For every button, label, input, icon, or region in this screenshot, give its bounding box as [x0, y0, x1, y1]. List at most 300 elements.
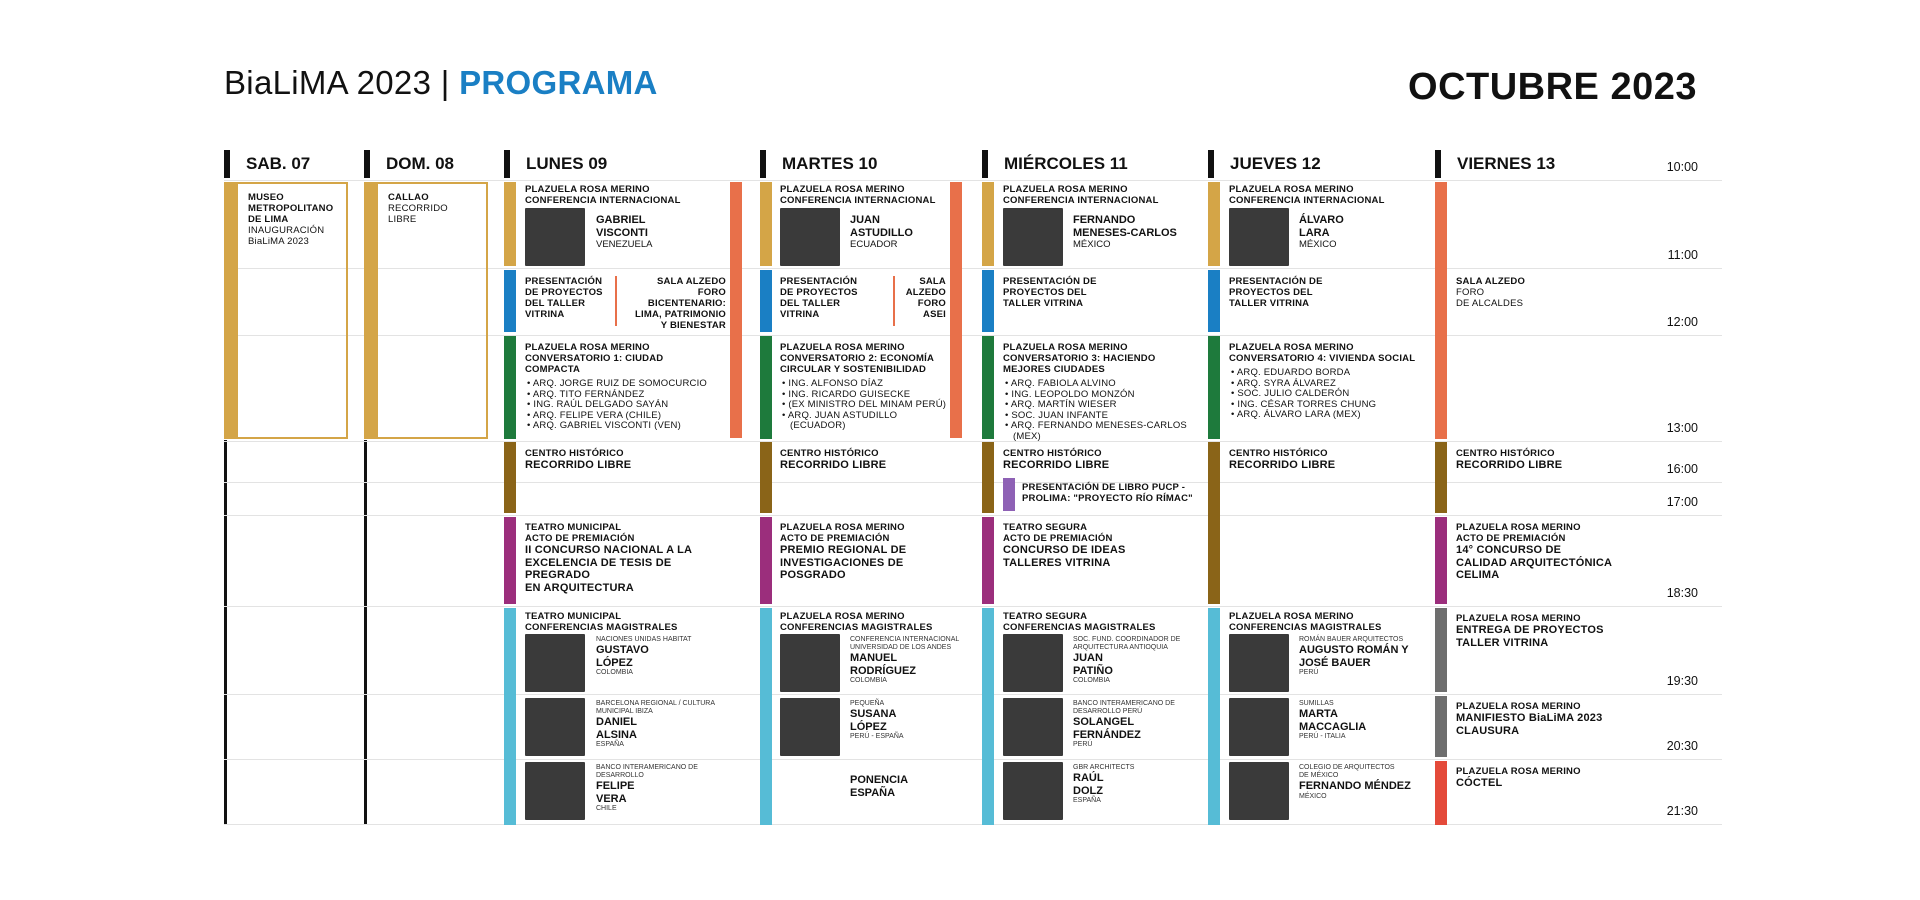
speaker-info	[596, 700, 715, 749]
speaker-photo	[1003, 208, 1063, 266]
speaker-org: UNIVERSIDAD DE LOS ANDES	[850, 644, 952, 651]
speaker-info	[1073, 214, 1177, 250]
time-label: 19:30	[1666, 674, 1698, 688]
event-line: CALIDAD ARQUITECTÓNICA	[1456, 556, 1613, 569]
event-line: DE ALCALDES	[1456, 298, 1524, 309]
speaker-info	[596, 636, 691, 677]
event-line: BiaLiMA 2023	[248, 236, 310, 247]
event-place: PLAZUELA ROSA MERINO	[1003, 184, 1128, 195]
event-place: CENTRO HISTÓRICO	[1003, 448, 1102, 459]
event-place: PLAZUELA ROSA MERINO	[780, 342, 905, 353]
speaker-country: MÉXICO	[1299, 239, 1337, 250]
speaker-photo	[780, 208, 840, 266]
event-centro-historico-viernes[interactable]	[1456, 448, 1562, 472]
event-bar-blue	[1208, 270, 1220, 332]
speaker-name: FERNANDO MÉNDEZ	[1299, 780, 1411, 792]
event-line: METROPOLITANO	[248, 203, 334, 214]
event-centro-historico-martes[interactable]	[780, 448, 886, 472]
event-line: CLAUSURA	[1456, 724, 1520, 737]
event-line: TALLER VITRINA	[1229, 298, 1310, 309]
event-presentacion-martes[interactable]	[780, 276, 880, 320]
speaker-info	[1299, 636, 1409, 677]
event-place: TEATRO MUNICIPAL	[525, 611, 622, 622]
column-rail	[224, 440, 227, 825]
row-divider	[224, 180, 1722, 181]
speaker-photo	[525, 634, 585, 692]
event-bar-orange	[1435, 182, 1447, 439]
event-title: ACTO DE PREMIACIÓN	[1456, 533, 1566, 544]
speaker-country: VENEZUELA	[596, 239, 653, 250]
speaker-info	[1299, 700, 1366, 741]
speaker-photo	[780, 698, 840, 756]
speaker-info	[1073, 700, 1175, 749]
event-line: TALLER VITRINA	[1456, 636, 1549, 649]
speaker-country: MÉXICO	[1073, 239, 1111, 250]
event-title: RECORRIDO LIBRE	[525, 459, 632, 471]
event-line: TALLER VITRINA	[1003, 298, 1084, 309]
speaker-country: ESPAÑA	[1073, 797, 1101, 804]
event-centro-historico-lunes[interactable]	[525, 448, 631, 472]
speaker-org: DESARROLLO	[596, 772, 644, 779]
speaker-org: CONFERENCIA INTERNACIONAL	[850, 636, 960, 643]
event-conferencias-lunes[interactable]	[525, 611, 678, 633]
divider	[615, 276, 617, 326]
day-header-miercoles: MIÉRCOLES 11	[982, 150, 1182, 178]
speaker-country: ESPAÑA	[596, 741, 624, 748]
event-coctel[interactable]	[1456, 766, 1581, 790]
speaker-info	[596, 214, 653, 250]
row-divider	[224, 694, 1722, 695]
speaker-info	[850, 214, 913, 250]
event-line: ASEI	[923, 309, 946, 320]
event-place: TEATRO SEGURA	[1003, 522, 1088, 533]
participant: • ARQ. ÁLVARO LARA (MEX)	[1239, 410, 1429, 421]
event-line: PRESENTACIÓN DE	[1229, 276, 1323, 287]
event-conversatorio-3[interactable]	[1003, 342, 1213, 442]
speaker-name: JUAN	[1073, 652, 1103, 664]
speaker-photo	[1229, 634, 1289, 692]
event-place: CENTRO HISTÓRICO	[780, 448, 879, 459]
speaker-country: MÉXICO	[1299, 792, 1327, 800]
event-bar-lightblue	[982, 608, 994, 825]
event-place: PLAZUELA ROSA MERINO	[780, 522, 905, 533]
event-bar-brown	[982, 442, 994, 513]
event-bar-lightblue	[1208, 608, 1220, 825]
time-label: 13:00	[1666, 421, 1698, 435]
event-conferencias-martes[interactable]	[780, 611, 933, 633]
speaker-org: NACIONES UNIDAS HABITAT	[596, 636, 692, 643]
event-place: SALA ALZEDO	[1456, 276, 1526, 287]
speaker-name: DANIEL	[596, 716, 637, 728]
speaker-name: JUAN	[850, 214, 880, 226]
event-line: VITRINA	[780, 309, 820, 320]
speaker-name: LÓPEZ	[596, 656, 633, 669]
event-presentacion-libro[interactable]	[1022, 482, 1212, 504]
speaker-name: SOLANGEL	[1073, 716, 1135, 728]
event-place: TEATRO SEGURA	[1003, 611, 1088, 622]
speaker-name: GUSTAVO	[596, 644, 649, 656]
speaker-name: VISCONTI	[596, 226, 648, 239]
event-sala-alzedo-martes[interactable]	[898, 276, 946, 320]
participant: • ARQ. MARTÍN WIESER	[1013, 400, 1213, 411]
speaker-name: LARA	[1299, 226, 1330, 239]
event-line: TALLERES VITRINA	[1003, 556, 1111, 569]
month-title: OCTUBRE 2023	[1408, 66, 1697, 108]
day-header-jueves: JUEVES 12	[1208, 150, 1408, 178]
event-title: RECORRIDO LIBRE	[780, 459, 887, 471]
participant: • ING. CÉSAR TORRES CHUNG	[1239, 400, 1429, 411]
event-line: CÓCTEL	[1456, 777, 1503, 789]
event-place: PLAZUELA ROSA MERINO	[1229, 342, 1354, 353]
event-line: DE LIMA	[248, 214, 289, 225]
speaker-photo	[525, 698, 585, 756]
event-place: PLAZUELA ROSA MERINO	[1456, 522, 1581, 533]
event-bar-brown	[760, 442, 772, 513]
event-bar-gray	[1435, 608, 1447, 692]
event-bar-blue	[982, 270, 994, 332]
speaker-country: COLOMBIA	[596, 669, 633, 676]
participant-list	[780, 379, 950, 432]
event-title: CONFERENCIA INTERNACIONAL	[1229, 195, 1385, 206]
speaker-country: ECUADOR	[850, 239, 898, 250]
speaker-info	[1073, 636, 1180, 685]
event-title: CONVERSATORIO 2: ECONOMÍA	[780, 353, 935, 364]
participant: • ARQ. FERNANDO MENESES-CARLOS (MEX)	[1013, 421, 1213, 442]
speaker-org: BANCO INTERAMERICANO DE	[1073, 700, 1175, 707]
event-place: PLAZUELA ROSA MERINO	[1229, 611, 1354, 622]
speaker-info	[596, 764, 698, 813]
event-title: CONFERENCIA INTERNACIONAL	[780, 195, 936, 206]
participant-list	[525, 379, 735, 432]
event-line: SALA	[919, 276, 946, 287]
event-place: PLAZUELA ROSA MERINO	[1229, 184, 1354, 195]
event-title: RECORRIDO LIBRE	[1229, 459, 1336, 471]
event-line: LIBRE	[388, 214, 417, 225]
row-divider	[224, 759, 1722, 760]
event-bar-purple	[760, 517, 772, 604]
event-conferencia-miercoles[interactable]	[1003, 184, 1203, 206]
speaker-name: RODRÍGUEZ	[850, 664, 916, 677]
event-line: FORO	[917, 298, 946, 309]
time-label: 17:00	[1666, 495, 1698, 509]
speaker-name: ÁLVARO	[1299, 214, 1344, 226]
event-line: DE PROYECTOS	[780, 287, 858, 298]
event-place: PLAZUELA ROSA MERINO	[1456, 613, 1581, 624]
time-label: 12:00	[1666, 315, 1698, 329]
speaker-country: PERÚ - ESPAÑA	[850, 733, 904, 740]
event-line: INVESTIGACIONES DE	[780, 556, 904, 569]
event-line: MANIFIESTO BiaLiMA 2023	[1456, 712, 1603, 724]
speaker-org: DE MÉXICO	[1299, 772, 1339, 779]
time-label: 16:00	[1666, 462, 1698, 476]
event-line: DE PROYECTOS	[525, 287, 603, 298]
column-rail	[364, 440, 367, 825]
event-title: CONFERENCIAS MAGISTRALES	[1229, 622, 1382, 633]
speaker-name: VERA	[596, 792, 627, 805]
event-bar-lightblue	[504, 608, 516, 825]
event-title: CONFERENCIAS MAGISTRALES	[780, 622, 933, 633]
divider	[893, 276, 895, 326]
speaker-org: ARQUITECTURA ANTIOQUIA	[1073, 644, 1168, 651]
event-centro-historico-jueves[interactable]	[1229, 448, 1335, 472]
time-label: 21:30	[1666, 804, 1698, 818]
event-place: CENTRO HISTÓRICO	[1456, 448, 1555, 459]
event-title: CONFERENCIA INTERNACIONAL	[525, 195, 681, 206]
event-line: MUSEO	[248, 192, 284, 203]
event-title: MEJORES CIUDADES	[1003, 364, 1105, 375]
event-ponencia	[850, 774, 908, 799]
event-line: 14° CONCURSO DE	[1456, 544, 1562, 556]
event-centro-historico-miercoles[interactable]	[1003, 448, 1109, 472]
event-line: BICENTENARIO:	[647, 298, 726, 309]
event-title: RECORRIDO LIBRE	[1003, 459, 1110, 471]
speaker-name: MANUEL	[850, 652, 898, 664]
participant: • ARQ. FELIPE VERA (CHILE)	[535, 411, 735, 422]
event-line: CELIMA	[1456, 569, 1500, 581]
event-card-callao[interactable]	[376, 182, 488, 439]
brand-name: BiaLiMA 2023 |	[224, 64, 460, 101]
event-line: CALLAO	[388, 192, 429, 203]
event-conversatorio-4[interactable]	[1229, 342, 1429, 421]
event-line: FORO	[1456, 287, 1485, 298]
event-line: PRESENTACIÓN DE	[1003, 276, 1097, 287]
speaker-name: AUGUSTO ROMÁN Y	[1299, 644, 1409, 656]
day-header-lunes: LUNES 09	[504, 150, 744, 178]
event-line: SALA ALZEDO	[656, 276, 726, 287]
speaker-country: COLOMBIA	[850, 677, 887, 684]
speaker-org: DESARROLLO PERÚ	[1073, 708, 1143, 715]
participant: • ARQ. TITO FERNÁNDEZ	[535, 390, 735, 401]
event-manifiesto[interactable]	[1456, 701, 1602, 737]
event-bar-green	[504, 336, 516, 439]
speaker-org: COLEGIO DE ARQUITECTOS	[1299, 764, 1395, 771]
speaker-org: BANCO INTERAMERICANO DE	[596, 764, 698, 771]
participant: • ING. LEOPOLDO MONZÓN	[1013, 390, 1213, 401]
event-line: EN ARQUITECTURA	[525, 581, 634, 594]
speaker-info	[850, 700, 904, 741]
event-line: DEL TALLER	[525, 298, 586, 309]
speaker-name: DOLZ	[1073, 784, 1103, 797]
event-premiacion-martes[interactable]	[780, 522, 950, 582]
time-label: 20:30	[1666, 739, 1698, 753]
event-conversatorio-1[interactable]	[525, 342, 735, 432]
event-bar-gold	[1208, 182, 1220, 266]
speaker-org: ROMÁN BAUER ARQUITECTOS	[1299, 636, 1404, 643]
event-line: CONCURSO DE IDEAS	[1003, 544, 1126, 556]
event-line: INAUGURACIÓN	[248, 225, 325, 236]
event-bar-purple	[982, 517, 994, 604]
row-divider	[224, 606, 1722, 607]
speaker-photo	[1003, 634, 1063, 692]
speaker-name: PATIÑO	[1073, 664, 1113, 677]
event-place: CENTRO HISTÓRICO	[525, 448, 624, 459]
event-bar-blue	[504, 270, 516, 332]
participant: • ARQ. JUAN ASTUDILLO (ECUADOR)	[790, 411, 950, 432]
event-premiacion-viernes[interactable]	[1456, 522, 1656, 582]
event-bar-green	[1208, 336, 1220, 439]
day-header-viernes: VIERNES 13	[1435, 150, 1635, 178]
event-presentacion-miercoles[interactable]	[1003, 276, 1097, 309]
section-name: PROGRAMA	[459, 64, 658, 101]
event-bar-gold	[760, 182, 772, 266]
event-conferencia-jueves[interactable]	[1229, 184, 1429, 206]
row-divider	[224, 824, 1722, 825]
event-line: DEL TALLER	[780, 298, 841, 309]
participant-list	[1003, 379, 1213, 442]
event-place: CENTRO HISTÓRICO	[1229, 448, 1328, 459]
event-line: EXCELENCIA DE TESIS DE PREGRADO	[525, 556, 672, 581]
speaker-photo	[1229, 208, 1289, 266]
event-title: RECORRIDO LIBRE	[1456, 459, 1563, 471]
event-line: PROLIMA: "PROYECTO RÍO RÍMAC"	[1022, 493, 1193, 504]
day-header-dom: DOM. 08	[364, 150, 494, 178]
speaker-name: JOSÉ BAUER	[1299, 656, 1371, 669]
event-title: CONVERSATORIO 4: VIVIENDA SOCIAL	[1229, 353, 1416, 364]
event-premiacion-lunes[interactable]	[525, 522, 735, 594]
event-title: CONFERENCIA INTERNACIONAL	[1003, 195, 1159, 206]
event-bar-purple	[1435, 517, 1447, 604]
event-line: PONENCIA	[850, 774, 909, 786]
day-header-sab: SAB. 07	[224, 150, 354, 178]
event-place: PLAZUELA ROSA MERINO	[1456, 766, 1581, 777]
speaker-org: GBR ARCHITECTS	[1073, 764, 1135, 771]
event-sala-alzedo-lunes[interactable]	[620, 276, 726, 331]
event-line: PREMIO REGIONAL DE	[780, 544, 907, 556]
speaker-name: FELIPE	[596, 780, 635, 792]
participant-list	[1229, 368, 1429, 421]
row-divider	[224, 515, 1722, 516]
speaker-name: FERNANDO	[1073, 214, 1136, 226]
speaker-country: PERÚ - ITALIA	[1299, 733, 1346, 740]
event-entrega-proyectos[interactable]	[1456, 613, 1604, 649]
speaker-country: PERÚ	[1073, 741, 1093, 748]
event-line: ALZEDO	[905, 287, 946, 298]
event-line: PROYECTOS DEL	[1229, 287, 1313, 298]
event-line: ENTREGA DE PROYECTOS	[1456, 624, 1604, 636]
event-line: PRESENTACIÓN	[780, 276, 858, 287]
speaker-name: FERNÁNDEZ	[1073, 728, 1141, 741]
speaker-name: MARTA	[1299, 708, 1338, 720]
event-bar-lightblue	[760, 608, 772, 825]
participant: • SOC. JULIO CALDERÓN	[1239, 389, 1429, 400]
speaker-photo	[1229, 698, 1289, 756]
participant: • ING. ALFONSO DÍAZ	[790, 379, 950, 390]
event-title: CONFERENCIAS MAGISTRALES	[1003, 622, 1156, 633]
participant: • ARQ. FABIOLA ALVINO	[1013, 379, 1213, 390]
speaker-name: LÓPEZ	[850, 720, 887, 733]
speaker-photo	[525, 762, 585, 820]
event-line: POSGRADO	[780, 569, 846, 581]
speaker-org: SOC. FUND. COORDINADOR DE	[1073, 636, 1181, 643]
participant: • ING. RAÚL DELGADO SAYÁN	[535, 400, 735, 411]
participant: • ARQ. SYRA ÁLVAREZ	[1239, 379, 1429, 390]
event-place: PLAZUELA ROSA MERINO	[1456, 701, 1581, 712]
event-title: ACTO DE PREMIACIÓN	[525, 533, 635, 544]
event-title: CONVERSATORIO 3: HACIENDO	[1003, 353, 1156, 364]
speaker-org: BARCELONA REGIONAL / CULTURA	[596, 700, 716, 707]
event-place: PLAZUELA ROSA MERINO	[780, 611, 905, 622]
speaker-photo	[1003, 762, 1063, 820]
speaker-name: SUSANA	[850, 708, 897, 720]
event-foro-alcaldes[interactable]	[1456, 276, 1525, 309]
event-line: LIMA, PATRIMONIO	[635, 309, 726, 320]
event-bar-brown	[504, 442, 516, 513]
event-line: RECORRIDO	[388, 203, 448, 214]
event-bar-orange	[950, 182, 962, 438]
day-header-martes: MARTES 10	[760, 150, 960, 178]
time-label: 10:00	[1666, 160, 1698, 174]
speaker-info	[1073, 764, 1134, 805]
speaker-name: RAÚL	[1073, 772, 1104, 784]
event-title: CIRCULAR Y SOSTENIBILIDAD	[780, 364, 927, 375]
event-bar-blue	[760, 270, 772, 332]
event-bar-gold	[504, 182, 516, 266]
row-divider	[224, 441, 1722, 442]
event-bar-gold	[982, 182, 994, 266]
event-presentacion-lunes[interactable]	[525, 276, 615, 320]
event-title: ACTO DE PREMIACIÓN	[780, 533, 890, 544]
event-bar-green	[760, 336, 772, 439]
event-line: Y BIENESTAR	[660, 320, 726, 331]
time-label: 11:00	[1667, 248, 1698, 262]
participant: • SOC. JUAN INFANTE	[1013, 411, 1213, 422]
event-bar-gray	[1435, 696, 1447, 757]
event-conferencias-miercoles[interactable]	[1003, 611, 1156, 633]
event-place: TEATRO MUNICIPAL	[525, 522, 622, 533]
speaker-country: COLOMBIA	[1073, 677, 1110, 684]
speaker-name: MENESES-CARLOS	[1073, 226, 1177, 239]
time-label: 18:30	[1666, 586, 1698, 600]
speaker-name: MACCAGLIA	[1299, 720, 1367, 733]
event-presentacion-jueves[interactable]	[1229, 276, 1323, 309]
event-line: ESPAÑA	[850, 786, 896, 799]
speaker-org: MUNICIPAL IBIZA	[596, 708, 653, 715]
participant: • ARQ. JORGE RUIZ DE SOMOCURCIO	[535, 379, 735, 390]
participant: • (EX MINISTRO DEL MINAM PERÚ)	[790, 400, 950, 411]
speaker-info	[850, 636, 959, 685]
event-conferencias-jueves[interactable]	[1229, 611, 1382, 633]
page-title	[224, 64, 658, 102]
participant: • ARQ. GABRIEL VISCONTI (VEN)	[535, 421, 735, 432]
event-bar-green	[982, 336, 994, 439]
speaker-country: CHILE	[596, 805, 617, 812]
event-bar-brown	[1435, 442, 1447, 513]
speaker-info	[1299, 764, 1411, 801]
event-card-inauguracion[interactable]	[236, 182, 348, 439]
speaker-org: SUMILLAS	[1299, 700, 1334, 707]
event-title: CONFERENCIAS MAGISTRALES	[525, 622, 678, 633]
event-bar-red	[1435, 761, 1447, 825]
participant: • ARQ. EDUARDO BORDA	[1239, 368, 1429, 379]
row-divider	[224, 482, 1722, 483]
speaker-photo	[1003, 698, 1063, 756]
event-line: PRESENTACIÓN	[525, 276, 603, 287]
event-conferencia-lunes[interactable]	[525, 184, 725, 206]
event-premiacion-miercoles[interactable]	[1003, 522, 1203, 569]
event-place: PLAZUELA ROSA MERINO	[525, 342, 650, 353]
speaker-name: GABRIEL	[596, 214, 646, 226]
event-conversatorio-2[interactable]	[780, 342, 950, 432]
speaker-photo	[780, 634, 840, 692]
event-title: COMPACTA	[525, 364, 581, 375]
event-line: PROYECTOS DEL	[1003, 287, 1087, 298]
speaker-name: ASTUDILLO	[850, 226, 913, 239]
speaker-org: PEQUEÑA	[850, 700, 885, 707]
speaker-photo	[1229, 762, 1289, 820]
speaker-name: ALSINA	[596, 728, 637, 741]
event-title: CONVERSATORIO 1: CIUDAD	[525, 353, 664, 364]
event-line: PRESENTACIÓN DE LIBRO PUCP -	[1022, 482, 1186, 493]
